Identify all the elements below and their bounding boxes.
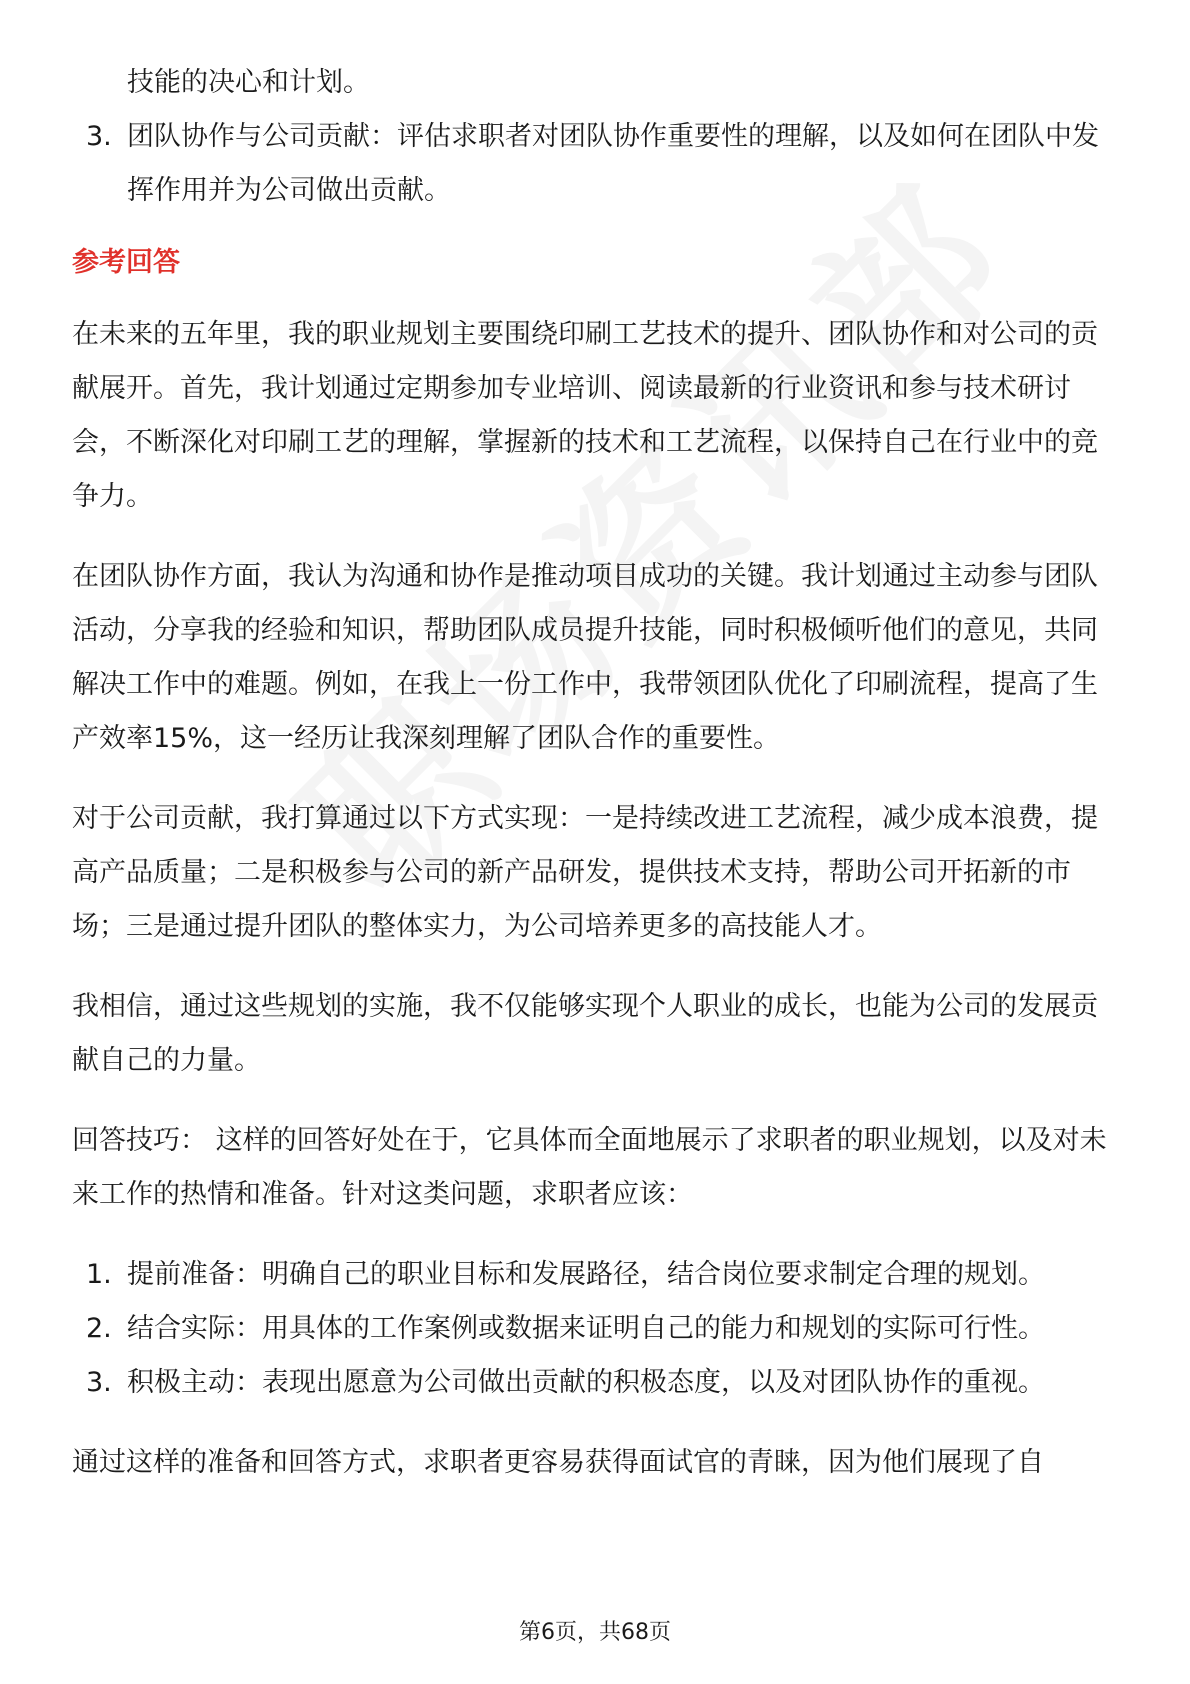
list-item	[72, 1356, 1122, 1410]
closing-paragraph: 通过这样的准备和回答方式，求职者更容易获得面试官的青睐，因为他们展现了自	[72, 1447, 1044, 1478]
list-item-number: 1.	[86, 1259, 112, 1290]
tips-intro-paragraph: 回答技巧： 这样的回答好处在于，它具体而全面地展示了求职者的职业规划，以及对未来工作的热情和准备。针对这类问题，求职者应该：	[72, 1125, 1107, 1210]
list-item	[72, 1302, 1122, 1356]
list-item	[72, 110, 1122, 218]
list-item-number: 3.	[86, 121, 112, 152]
answer-paragraph-3: 对于公司贡献，我打算通过以下方式实现：一是持续改进工艺流程，减少成本浪费，提高产品质量；二是积极参与公司的新产品研发，提供技术支持，帮助公司开拓新的市场；三是通过提升团队的整体实力，为公司培养更多的高技能人才。	[72, 803, 1098, 942]
list-item-text: 提前准备：明确自己的职业目标和发展路径，结合岗位要求制定合理的规划。	[127, 1259, 1045, 1290]
page-footer: 第6页，共68页	[519, 1620, 671, 1645]
list-item-text: 积极主动：表现出愿意为公司做出贡献的积极态度，以及对团队协作的重视。	[127, 1367, 1045, 1398]
answer-paragraph-4: 我相信，通过这些规划的实施，我不仅能够实现个人职业的成长，也能为公司的发展贡献自己的力量。	[72, 991, 1098, 1076]
answer-paragraph-1: 在未来的五年里，我的职业规划主要围绕印刷工艺技术的提升、团队协作和对公司的贡献展开。首先，我计划通过定期参加专业培训、阅读最新的行业资讯和参与技术研讨会，不断深化对印刷工艺的理解，掌握新的技术和工艺流程，以保持自己在行业中的竞争力。	[72, 319, 1098, 512]
list-continuation-text: 技能的决心和计划。	[127, 67, 370, 98]
list-item	[72, 1248, 1122, 1302]
answer-paragraph-2: 在团队协作方面，我认为沟通和协作是推动项目成功的关键。我计划通过主动参与团队活动，分享我的经验和知识，帮助团队成员提升技能，同时积极倾听他们的意见，共同解决工作中的难题。例如，在我上一份工作中，我带领团队优化了印刷流程，提高了生产效率15%，这一经历让我深刻理解了团队合作的重要性。	[72, 561, 1098, 754]
document-content	[72, 56, 1122, 1516]
list-item-text: 团队协作与公司贡献：评估求职者对团队协作重要性的理解，以及如何在团队中发挥作用并为公司做出贡献。	[127, 121, 1099, 206]
criteria-list	[72, 110, 1122, 218]
list-item-number: 3.	[86, 1367, 112, 1398]
section-heading: 参考回答	[72, 247, 180, 278]
list-item-text: 结合实际：用具体的工作案例或数据来证明自己的能力和规划的实际可行性。	[127, 1313, 1045, 1344]
list-item-number: 2.	[86, 1313, 112, 1344]
tips-list	[72, 1248, 1122, 1410]
